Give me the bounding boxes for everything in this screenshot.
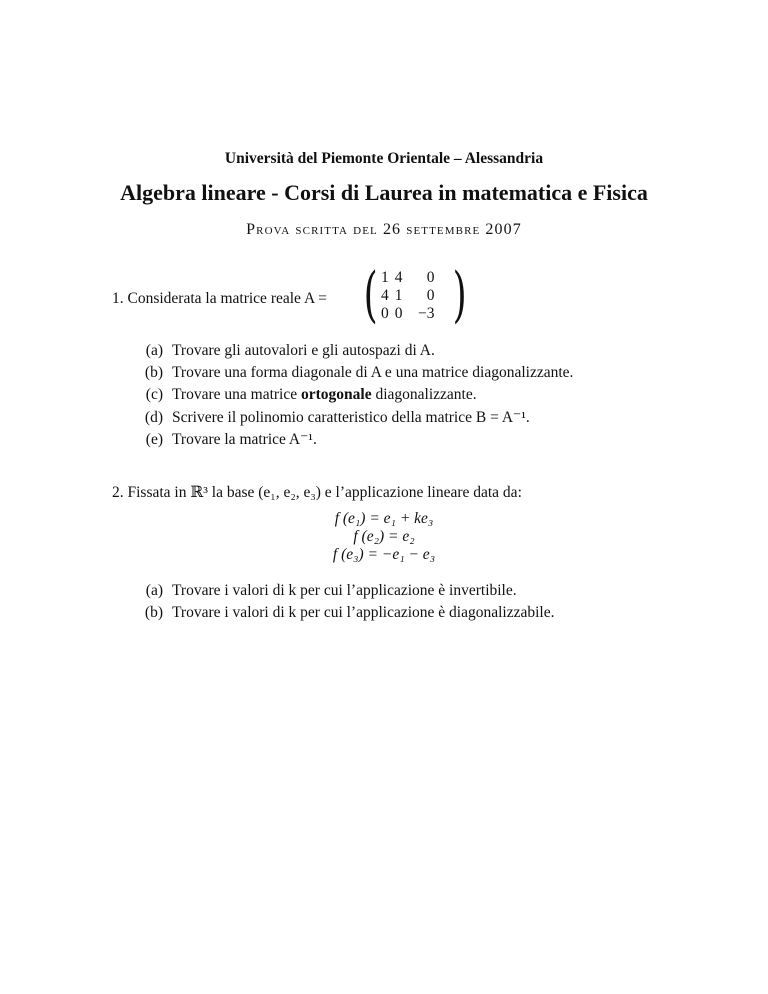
matrix-a-entries [378,269,438,323]
matrix-cell: 4 [394,269,403,286]
item-text: Trovare la matrice A⁻¹. [172,431,317,448]
equation-1: f (e₁) = e₁ + ke₃ [334,510,434,527]
problem-1-item-c [129,386,477,404]
item-text-bold: ortogonale [300,386,372,403]
problem-2-item-a [129,582,517,600]
matrix-cell: −3 [418,305,435,322]
problem-2-number: 2. [112,484,124,501]
problem-1-intro-text: Considerata la matrice reale A = [127,290,327,307]
item-text: Scrivere il polinomio caratteristico della matrice B = A⁻¹. [172,409,530,426]
problem-1-number: 1. [112,290,124,307]
matrix-a [363,260,467,330]
matrix-row [378,305,438,323]
matrix-cell: 0 [426,287,435,304]
university-heading: Università del Piemonte Orientale – Alessandria [224,150,544,167]
item-text: Trovare i valori di k per cui l’applicazione è invertibile. [172,582,517,599]
exam-date-line: Prova scritta del 26 settembre 2007 [246,221,522,238]
item-text-before: Trovare una matrice [172,386,301,403]
problem-2-intro-text: Fissata in ℝ³ la base (e₁, e₂, e₃) e l’applicazione lineare data da: [127,484,522,501]
matrix-cell: 0 [394,305,403,322]
left-paren: ( [363,260,378,330]
matrix-cell: 4 [381,287,389,304]
problem-1-intro [112,290,327,308]
matrix-cell: 0 [426,269,435,286]
problem-2-item-b [129,604,554,622]
problem-1-item-e [129,430,317,449]
problem-1-item-a [129,342,435,360]
matrix-cell: 1 [381,269,389,286]
problem-1-item-d [129,408,530,427]
item-label: (a) [145,342,163,359]
item-label: (a) [145,582,163,599]
item-label: (b) [144,604,163,621]
right-paren: ) [452,260,467,330]
matrix-row [378,287,438,305]
problem-1-item-b [129,364,573,382]
course-title: Algebra lineare - Corsi di Laurea in matematica e Fisica [120,180,648,205]
matrix-cell: 1 [394,287,403,304]
equation-2: f (e₂) = e₂ [353,528,415,545]
item-text: Trovare gli autovalori e gli autospazi di A. [172,342,435,359]
item-label: (b) [144,364,163,381]
problem-2-intro [112,483,522,502]
matrix-row [378,269,438,287]
item-label: (c) [145,386,163,403]
matrix-cell: 0 [381,305,389,322]
item-text: Trovare una forma diagonale di A e una matrice diagonalizzante. [172,364,574,381]
item-text: Trovare i valori di k per cui l’applicazione è diagonalizzabile. [172,604,555,621]
item-label: (e) [145,431,163,448]
item-text-after: diagonalizzante. [371,386,477,403]
equation-3: f (e₃) = −e₁ − e₃ [332,546,436,563]
item-label: (d) [144,409,163,426]
